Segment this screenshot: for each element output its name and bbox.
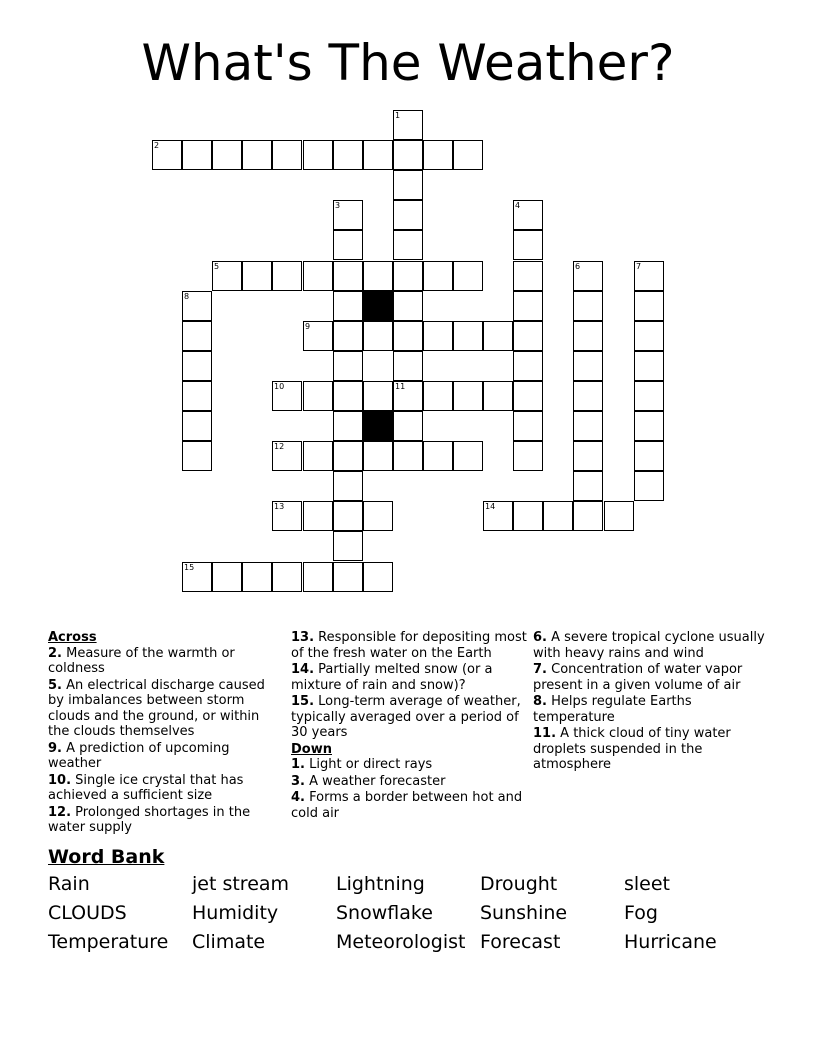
grid-cell[interactable] (634, 441, 664, 471)
clue-across-15: 15. Long-term average of weather, typically averaged over a period of 30 years (291, 694, 521, 740)
grid-cell[interactable] (634, 351, 664, 381)
clues-column-2 (291, 630, 527, 822)
word-bank (48, 872, 768, 954)
grid-cell[interactable] (182, 291, 212, 321)
block-cell (363, 411, 393, 441)
cell-number: 6 (575, 262, 581, 271)
grid-cell[interactable] (182, 381, 212, 411)
grid-cell[interactable] (212, 140, 242, 170)
clue-down-11: 11. A thick cloud of tiny water droplets suspended in the atmosphere (533, 726, 731, 772)
grid-cell[interactable] (363, 140, 393, 170)
grid-cell[interactable] (634, 261, 664, 291)
grid-cell[interactable] (513, 501, 543, 531)
grid-cell[interactable] (182, 411, 212, 441)
grid-cell[interactable] (242, 562, 272, 592)
cell-number: 1 (395, 111, 401, 120)
grid-cell[interactable] (363, 441, 393, 471)
grid-cell[interactable] (423, 441, 453, 471)
grid-cell[interactable] (272, 140, 302, 170)
clue-across-10: 10. Single ice crystal that has achieved a sufficient size (48, 772, 244, 803)
word-bank-title: Word Bank (48, 846, 165, 868)
word-bank-item: Snowflake (336, 902, 433, 924)
clue-across-13: 13. Responsible for depositing most of the fresh water on the Earth (291, 630, 527, 661)
clue-across-5: 5. An electrical discharge caused by imbalances between storm clouds and the ground, or within the clouds themselves (48, 677, 265, 739)
grid-cell[interactable] (272, 261, 302, 291)
grid-cell[interactable] (393, 230, 423, 260)
grid-cell[interactable] (393, 291, 423, 321)
grid-cell[interactable] (333, 321, 363, 351)
grid-cell[interactable] (423, 261, 453, 291)
grid-cell[interactable] (543, 501, 573, 531)
grid-cell[interactable] (513, 411, 543, 441)
grid-cell[interactable] (453, 140, 483, 170)
cell-number: 8 (184, 292, 190, 301)
grid-cell[interactable] (573, 291, 603, 321)
cell-number: 10 (274, 382, 285, 391)
cell-number: 9 (305, 322, 311, 331)
grid-cell[interactable] (423, 321, 453, 351)
grid-cell[interactable] (212, 261, 242, 291)
grid-cell[interactable] (303, 140, 333, 170)
grid-cell[interactable] (573, 441, 603, 471)
grid-cell[interactable] (333, 200, 363, 230)
grid-cell[interactable] (634, 321, 664, 351)
grid-cell[interactable] (393, 261, 423, 291)
grid-cell[interactable] (513, 351, 543, 381)
grid-cell[interactable] (333, 351, 363, 381)
word-bank-item: Climate (192, 931, 266, 953)
cell-number: 5 (214, 262, 220, 271)
grid-cell[interactable] (573, 351, 603, 381)
grid-cell[interactable] (393, 411, 423, 441)
grid-cell[interactable] (573, 411, 603, 441)
down-heading: Down (291, 741, 332, 757)
clue-down-8: 8. Helps regulate Earths temperature (533, 694, 692, 725)
grid-cell[interactable] (363, 261, 393, 291)
grid-cell[interactable] (573, 501, 603, 531)
clue-down-4: 4. Forms a border between hot and cold air (291, 790, 523, 821)
grid-cell[interactable] (152, 140, 182, 170)
grid-cell[interactable] (363, 501, 393, 531)
grid-cell[interactable] (182, 321, 212, 351)
grid-cell[interactable] (634, 411, 664, 441)
grid-cell[interactable] (212, 562, 242, 592)
grid-cell[interactable] (303, 261, 333, 291)
cell-number: 2 (154, 141, 160, 150)
grid-cell[interactable] (333, 291, 363, 321)
grid-cell[interactable] (182, 562, 212, 592)
grid-cell[interactable] (182, 441, 212, 471)
clues-column-1 (48, 630, 273, 837)
block-cell (363, 291, 393, 321)
grid-cell[interactable] (573, 321, 603, 351)
grid-cell[interactable] (363, 321, 393, 351)
grid-cell[interactable] (333, 562, 363, 592)
cell-number: 4 (515, 201, 521, 210)
grid-cell[interactable] (634, 471, 664, 501)
across-heading: Across (48, 630, 97, 645)
word-bank-item: sleet (624, 873, 671, 895)
grid-cell[interactable] (573, 471, 603, 501)
clue-across-2: 2. Measure of the warmth or coldness (48, 645, 235, 676)
cell-number: 3 (335, 201, 341, 210)
grid-cell[interactable] (483, 381, 513, 411)
word-bank-item: jet stream (192, 873, 290, 895)
clue-across-9: 9. A prediction of upcoming weather (48, 740, 230, 771)
clue-down-1: 1. Light or direct rays (291, 757, 433, 772)
grid-cell[interactable] (513, 321, 543, 351)
word-bank-item: Sunshine (480, 902, 568, 924)
grid-cell[interactable] (423, 140, 453, 170)
grid-cell[interactable] (453, 441, 483, 471)
grid-cell[interactable] (333, 471, 363, 501)
word-bank-item: Hurricane (624, 931, 717, 953)
grid-cell[interactable] (242, 261, 272, 291)
grid-cell[interactable] (513, 200, 543, 230)
grid-cell[interactable] (333, 140, 363, 170)
word-bank-item: Forecast (480, 931, 561, 953)
grid-cell[interactable] (513, 291, 543, 321)
word-bank-item: Lightning (336, 873, 425, 895)
grid-cell[interactable] (182, 351, 212, 381)
word-bank-item: Humidity (192, 902, 279, 924)
grid-cell[interactable] (393, 140, 423, 170)
grid-cell[interactable] (453, 381, 483, 411)
grid-cell[interactable] (333, 261, 363, 291)
grid-cell[interactable] (393, 351, 423, 381)
clue-down-6: 6. A severe tropical cyclone usually with heavy rains and wind (533, 630, 765, 661)
grid-cell[interactable] (272, 501, 302, 531)
grid-cell[interactable] (333, 531, 363, 561)
grid-cell[interactable] (393, 170, 423, 200)
grid-cell[interactable] (272, 381, 302, 411)
grid-cell[interactable] (393, 441, 423, 471)
grid-cell[interactable] (363, 381, 393, 411)
clue-down-7: 7. Concentration of water vapor present in a given volume of air (533, 662, 743, 693)
grid-cell[interactable] (303, 441, 333, 471)
word-bank-item: Drought (480, 873, 558, 895)
grid-cell[interactable] (182, 140, 212, 170)
grid-cell[interactable] (573, 381, 603, 411)
grid-cell[interactable] (303, 501, 333, 531)
grid-cell[interactable] (513, 230, 543, 260)
grid-cell[interactable] (513, 441, 543, 471)
grid-cell[interactable] (604, 501, 634, 531)
grid-cell[interactable] (513, 261, 543, 291)
cell-number: 14 (485, 502, 496, 511)
grid-cell[interactable] (513, 381, 543, 411)
grid-cell[interactable] (634, 381, 664, 411)
word-bank-item: CLOUDS (48, 902, 127, 924)
grid-cell[interactable] (453, 321, 483, 351)
grid-cell[interactable] (423, 381, 453, 411)
cell-number: 7 (636, 262, 642, 271)
word-bank-item: Rain (48, 873, 90, 895)
grid-cell[interactable] (333, 411, 363, 441)
grid-cell[interactable] (483, 321, 513, 351)
grid-cell[interactable] (333, 441, 363, 471)
word-bank-item: Fog (624, 902, 658, 924)
grid-cell[interactable] (573, 261, 603, 291)
clue-across-12: 12. Prolonged shortages in the water supply (48, 804, 251, 835)
clue-down-3: 3. A weather forecaster (291, 773, 446, 789)
cell-number: 11 (395, 382, 406, 391)
grid-cell[interactable] (363, 562, 393, 592)
clues-column-3 (533, 630, 773, 774)
grid-cell[interactable] (303, 562, 333, 592)
grid-cell[interactable] (272, 441, 302, 471)
grid-cell[interactable] (483, 501, 513, 531)
grid-cell[interactable] (303, 321, 333, 351)
grid-cell[interactable] (333, 501, 363, 531)
word-bank-item: Meteorologist (336, 931, 466, 953)
word-bank-item: Temperature (48, 931, 169, 953)
cell-number: 12 (274, 442, 285, 451)
clue-across-14: 14. Partially melted snow (or a mixture of rain and snow)? (291, 662, 493, 693)
page-title: What's The Weather? (141, 34, 675, 92)
cell-number: 13 (274, 502, 285, 511)
grid-cell[interactable] (333, 381, 363, 411)
grid-cell[interactable] (393, 321, 423, 351)
grid-cell[interactable] (242, 140, 272, 170)
grid-cell[interactable] (634, 291, 664, 321)
grid-cell[interactable] (303, 381, 333, 411)
grid-cell[interactable] (333, 230, 363, 260)
grid-cell[interactable] (393, 110, 423, 140)
grid-cell[interactable] (453, 261, 483, 291)
grid-cell[interactable] (272, 562, 302, 592)
grid-cell[interactable] (393, 381, 423, 411)
cell-number: 15 (184, 563, 195, 572)
grid-cell[interactable] (393, 200, 423, 230)
